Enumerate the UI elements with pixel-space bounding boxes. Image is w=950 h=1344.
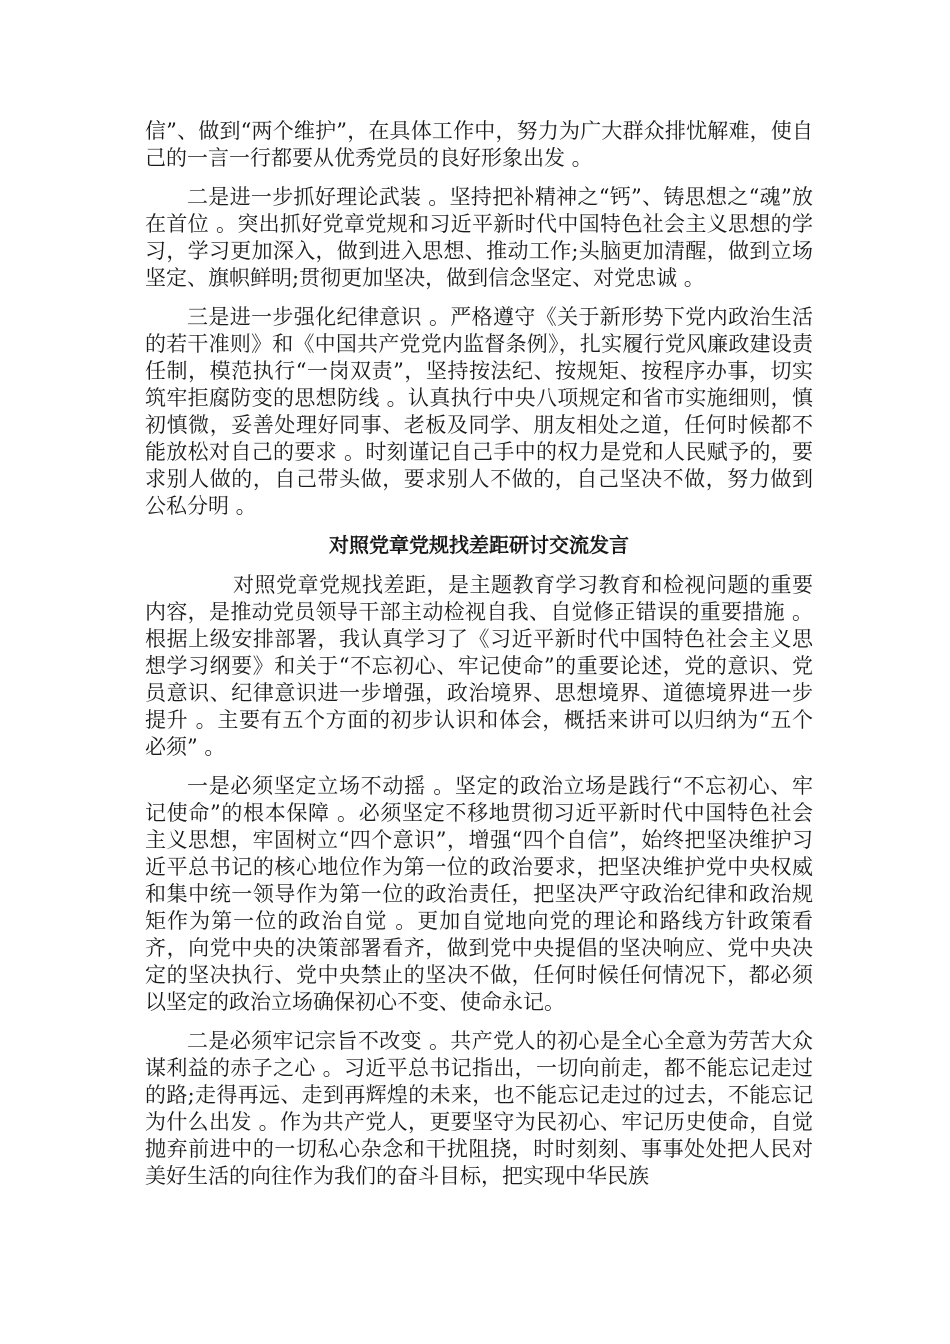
document-page <box>145 118 813 1202</box>
body-paragraph: 信”、做到“两个维护”，在具体工作中，努力为广大群众排忧解难，使自己的一言一行都要从优秀党员的良好形象出发 。 <box>145 119 813 170</box>
body-paragraph: 二是进一步抓好理论武装 。坚持把补精神之“钙”、铸思想之“魂”放在首位 。突出抓好党章党规和习近平新时代中国特色社会主义思想的学习，学习更加深入，做到进入思想、推动工作;头脑更加清醒，做到立场坚定、旗帜鲜明;贯彻更加坚决，做到信念坚定、对党忠诚 。 <box>145 185 813 290</box>
section-heading: 对照党章党规找差距研讨交流发言 <box>329 533 629 557</box>
body-paragraph: 二是必须牢记宗旨不改变 。共产党人的初心是全心全意为劳苦大众谋利益的赤子之心 。习近平总书记指出，一切向前走，都不能忘记走过的路;走得再远、走到再辉煌的未来，也不能忘记走过的过去，不能忘记为什么出发 。作为共产党人，更要坚守为民初心、牢记历史使命，自觉抛弃前进中的一切私心杂念和干扰阻挠，时时刻刻、事事处处把人民对美好生活的向往作为我们的奋斗目标，把实现中华民族 <box>145 1029 813 1188</box>
body-paragraph: 对照党章党规找差距，是主题教育学习教育和检视问题的重要内容，是推动党员领导干部主动检视自我、自觉修正错误的重要措施 。根据上级安排部署，我认真学习了《习近平新时代中国特色社会主义思想学习纲要》和关于“不忘初心、牢记使命”的重要论述，党的意识、党员意识、纪律意识进一步增强，政治境界、思想境界、道德境界进一步提升 。主要有五个方面的初步认识和体会，概括来讲可以归纳为“五个必须” 。 <box>145 573 813 759</box>
body-paragraph: 一是必须坚定立场不动摇 。坚定的政治立场是践行“不忘初心、牢记使命”的根本保障 。必须坚定不移地贯彻习近平新时代中国特色社会主义思想，牢固树立“四个意识”，增强“四个自信”，始终把坚决维护习近平总书记的核心地位作为第一位的政治要求，把坚决维护党中央权威和集中统一领导作为第一位的政治责任，把坚决严守政治纪律和政治规矩作为第一位的政治自觉 。更加自觉地向党的理论和路线方针政策看齐，向党中央的决策部署看齐，做到党中央提倡的坚决响应、党中央决定的坚决执行、党中央禁止的坚决不做，任何时候任何情况下，都必须以坚定的政治立场确保初心不变、使命永记。 <box>145 774 813 1014</box>
body-paragraph: 三是进一步强化纪律意识 。严格遵守《关于新形势下党内政治生活的若干准则》和《中国共产党党内监督条例》，扎实履行党风廉政建设责任制，模范执行“一岗双责”，坚持按法纪、按规矩、按程序办事，切实筑牢拒腐防变的思想防线 。认真执行中央八项规定和省市实施细则，慎初慎微，妥善处理好同事、老板及同学、朋友相处之道，任何时候都不能放松对自己的要求 。时刻谨记自己手中的权力是党和人民赋予的，要求别人做的，自己带头做，要求别人不做的，自己坚决不做，努力做到公私分明 。 <box>145 305 813 518</box>
